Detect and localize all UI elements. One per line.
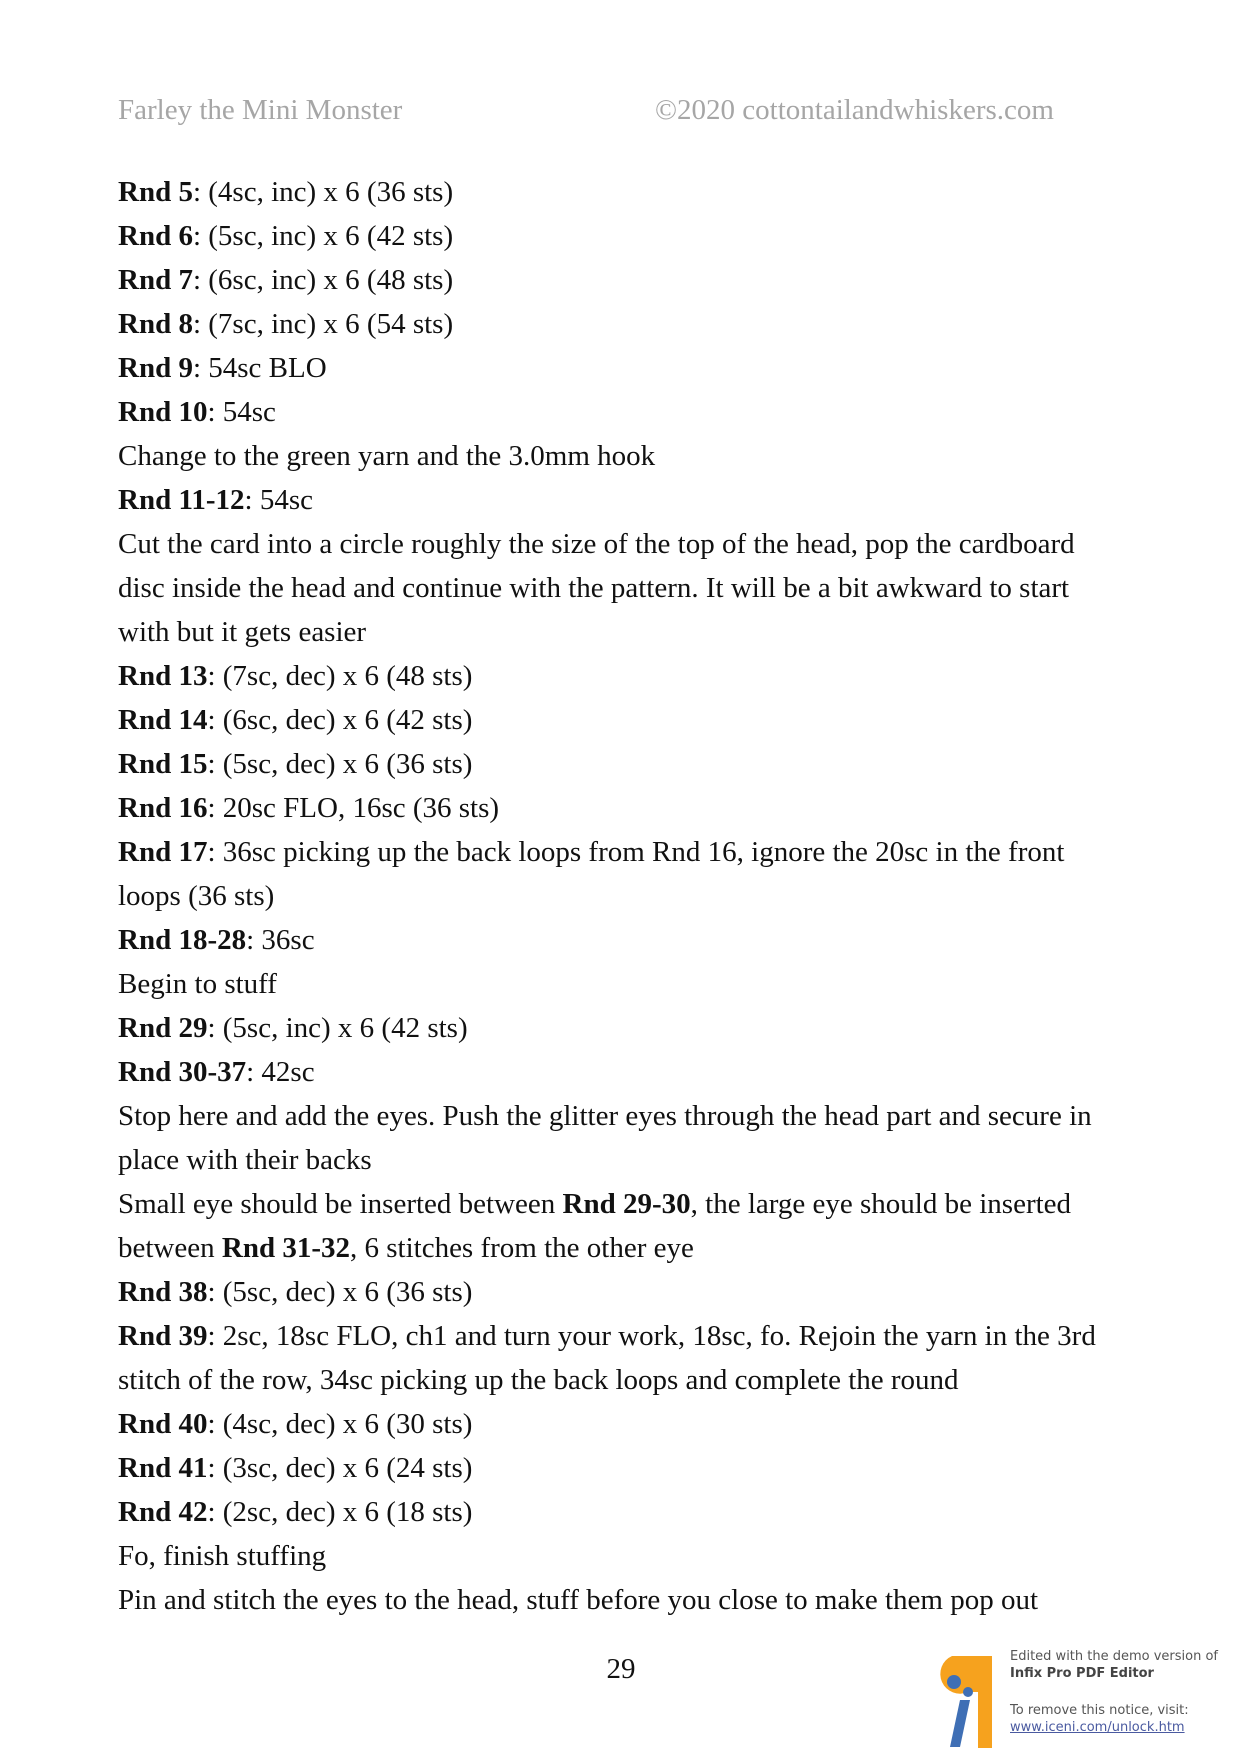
instruction-text: : 20sc FLO, 16sc (36 sts) <box>207 792 500 824</box>
instruction-text: : 2sc, 18sc FLO, ch1 and turn your work, 18sc, fo. Rejoin the yarn in the 3rd <box>207 1320 1096 1352</box>
pattern-line <box>118 1314 1118 1358</box>
instruction-text: Pin and stitch the eyes to the head, stuff before you close to make them pop out <box>118 1584 1038 1616</box>
round-label: Rnd 17 <box>118 836 208 868</box>
instruction-text: : (2sc, dec) x 6 (18 sts) <box>207 1496 473 1528</box>
pattern-line <box>118 302 1118 346</box>
round-label: Rnd 40 <box>118 1408 208 1440</box>
instruction-text: place with their backs <box>118 1144 372 1176</box>
copyright-notice: ©2020 cottontailandwhiskers.com <box>655 94 1054 126</box>
round-label: Rnd 31-32 <box>221 1232 350 1264</box>
instruction-text: : (4sc, dec) x 6 (30 sts) <box>207 1408 473 1440</box>
demo-watermark <box>930 1648 1230 1753</box>
pattern-line <box>118 918 1118 962</box>
pattern-line <box>118 786 1118 830</box>
round-label: Rnd 41 <box>118 1452 208 1484</box>
instruction-text: : (5sc, dec) x 6 (36 sts) <box>207 748 473 780</box>
round-label: Rnd 10 <box>118 396 208 428</box>
instruction-text: : (5sc, dec) x 6 (36 sts) <box>207 1276 473 1308</box>
instruction-text: disc inside the head and continue with the pattern. It will be a bit awkward to start <box>118 572 1070 604</box>
pattern-line <box>118 1006 1118 1050</box>
round-label: Rnd 14 <box>118 704 208 736</box>
round-label: Rnd 39 <box>118 1320 208 1352</box>
watermark-product: Infix Pro PDF Editor <box>1010 1666 1154 1681</box>
instruction-text: between <box>118 1232 222 1264</box>
document-title: Farley the Mini Monster <box>118 94 403 126</box>
pattern-body <box>118 170 1118 1622</box>
round-label: Rnd 16 <box>118 792 208 824</box>
instruction-text: : (7sc, inc) x 6 (54 sts) <box>192 308 454 340</box>
watermark-text <box>1010 1648 1218 1736</box>
page-number: 29 <box>606 1653 636 1685</box>
watermark-line-1: Edited with the demo version of <box>1010 1649 1219 1664</box>
pattern-line <box>118 1050 1118 1094</box>
instruction-text: Stop here and add the eyes. Push the glitter eyes through the head part and secure in <box>118 1100 1092 1132</box>
pattern-line <box>118 874 1118 918</box>
pattern-line <box>118 1182 1118 1226</box>
pattern-line <box>118 1358 1118 1402</box>
pattern-line <box>118 1094 1118 1138</box>
pattern-line <box>118 214 1118 258</box>
round-label: Rnd 29 <box>118 1012 208 1044</box>
instruction-text: : 42sc <box>246 1056 315 1088</box>
instruction-text: : 54sc <box>207 396 276 428</box>
pattern-line <box>118 1446 1118 1490</box>
round-label: Rnd 6 <box>118 220 193 252</box>
pattern-line <box>118 258 1118 302</box>
instruction-text: Cut the card into a circle roughly the size of the top of the head, pop the cardboard <box>118 528 1075 560</box>
pattern-line <box>118 1578 1118 1622</box>
pattern-line <box>118 1138 1118 1182</box>
page-header <box>118 94 1058 134</box>
round-label: Rnd 7 <box>118 264 193 296</box>
instruction-text: Begin to stuff <box>118 968 277 1000</box>
round-label: Rnd 42 <box>118 1496 208 1528</box>
instruction-text: Fo, finish stuffing <box>118 1540 327 1572</box>
instruction-text: , 6 stitches from the other eye <box>349 1232 694 1264</box>
instruction-text: : (5sc, inc) x 6 (42 sts) <box>192 220 454 252</box>
pattern-line <box>118 346 1118 390</box>
pattern-line <box>118 1402 1118 1446</box>
instruction-text: : 54sc <box>244 484 313 516</box>
round-label: Rnd 30-37 <box>118 1056 247 1088</box>
round-label: Rnd 11-12 <box>118 484 245 516</box>
instruction-text: : (4sc, inc) x 6 (36 sts) <box>192 176 454 208</box>
round-label: Rnd 9 <box>118 352 193 384</box>
instruction-text: : 36sc picking up the back loops from Rnd 16, ignore the 20sc in the front <box>207 836 1065 868</box>
instruction-text: : (5sc, inc) x 6 (42 sts) <box>207 1012 468 1044</box>
pattern-line <box>118 1270 1118 1314</box>
pattern-line <box>118 390 1118 434</box>
pattern-line <box>118 830 1118 874</box>
pattern-line <box>118 962 1118 1006</box>
instruction-text: : (3sc, dec) x 6 (24 sts) <box>207 1452 473 1484</box>
round-label: Rnd 29-30 <box>562 1188 691 1220</box>
instruction-text: : (7sc, dec) x 6 (48 sts) <box>207 660 473 692</box>
pattern-line <box>118 1490 1118 1534</box>
infix-logo-icon <box>930 1652 1000 1752</box>
unlock-link[interactable]: www.iceni.com/unlock.htm <box>1010 1720 1185 1735</box>
pattern-line <box>118 170 1118 214</box>
round-label: Rnd 13 <box>118 660 208 692</box>
pattern-line <box>118 610 1118 654</box>
pattern-line <box>118 1534 1118 1578</box>
instruction-text: with but it gets easier <box>118 616 367 648</box>
pattern-line <box>118 478 1118 522</box>
round-label: Rnd 38 <box>118 1276 208 1308</box>
pattern-line <box>118 434 1118 478</box>
pattern-line <box>118 742 1118 786</box>
watermark-line-3: To remove this notice, visit: <box>1010 1703 1189 1718</box>
pattern-line <box>118 698 1118 742</box>
instruction-text: : (6sc, dec) x 6 (42 sts) <box>207 704 473 736</box>
round-label: Rnd 18-28 <box>118 924 247 956</box>
instruction-text: : 54sc BLO <box>192 352 327 384</box>
pattern-line <box>118 1226 1118 1270</box>
round-label: Rnd 5 <box>118 176 193 208</box>
instruction-text: Change to the green yarn and the 3.0mm hook <box>118 440 656 472</box>
instruction-text: : (6sc, inc) x 6 (48 sts) <box>192 264 454 296</box>
instruction-text: stitch of the row, 34sc picking up the back loops and complete the round <box>118 1364 959 1396</box>
round-label: Rnd 15 <box>118 748 208 780</box>
instruction-text: loops (36 sts) <box>118 880 275 912</box>
instruction-text: Small eye should be inserted between <box>118 1188 563 1220</box>
pattern-line <box>118 522 1118 566</box>
round-label: Rnd 8 <box>118 308 193 340</box>
instruction-text: : 36sc <box>246 924 315 956</box>
pattern-line <box>118 566 1118 610</box>
instruction-text: , the large eye should be inserted <box>690 1188 1072 1220</box>
pattern-line <box>118 654 1118 698</box>
